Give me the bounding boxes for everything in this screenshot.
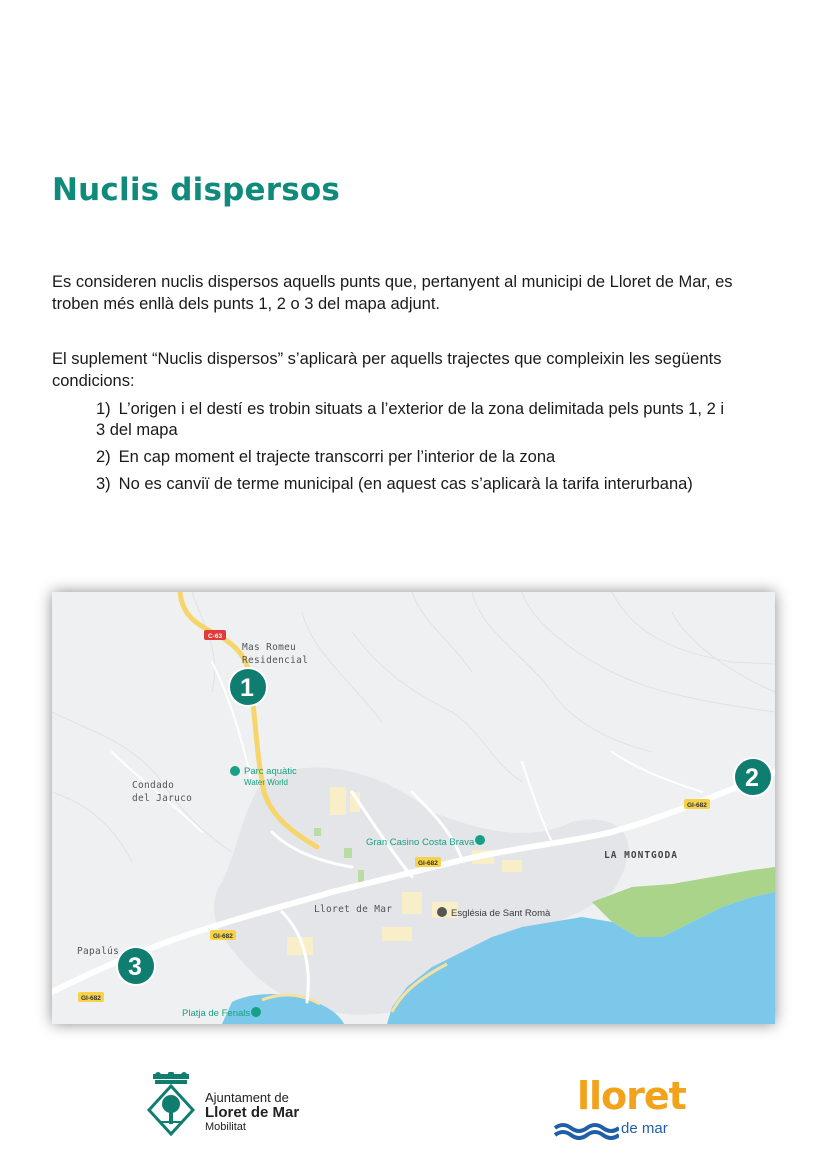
label-la-montgoda: LA MONTGODA — [604, 850, 678, 861]
ajuntament-line2: Lloret de Mar — [205, 1104, 300, 1121]
shield-gi682 — [684, 799, 710, 809]
waves-icon — [553, 1120, 619, 1140]
shield-label: GI-682 — [687, 802, 707, 809]
poi-label: Platja de Fenals — [182, 1008, 251, 1019]
label-papalus: Papalús — [77, 946, 120, 957]
poi-label-2: Water World — [244, 778, 289, 787]
condition-item — [96, 474, 736, 495]
condition-text: En cap moment el trajecte transcorri per l’interior de la zona — [118, 448, 556, 466]
ajuntament-line1: Ajuntament de — [205, 1090, 289, 1105]
shield-label: GI-682 — [81, 995, 101, 1002]
intro-paragraph: Es consideren nuclis dispersos aquells punts que, pertanyent al municipi de Lloret de Mar, es troben més enllà dels punts 1, 2 o 3 del mapa adjunt. — [52, 273, 733, 313]
label-mas-romeu-2: Residencial — [242, 655, 309, 666]
poi-label: Església de Sant Romà — [451, 908, 551, 919]
marker-2 — [734, 758, 772, 796]
shield-gi682 — [78, 992, 104, 1002]
label-mas-romeu: Mas Romeu — [242, 642, 297, 653]
page-title: Nuclis dispersos — [52, 172, 341, 208]
marker-number: 3 — [128, 953, 142, 981]
marker-3 — [117, 947, 155, 985]
condition-item — [96, 447, 736, 468]
marker-number: 2 — [745, 764, 759, 792]
shield-gi682 — [415, 857, 441, 867]
shield-label: GI-682 — [213, 933, 233, 940]
crest-icon — [145, 1072, 197, 1144]
label-lloret: Lloret de Mar — [314, 904, 393, 915]
marker-1 — [229, 668, 267, 706]
conditions-list — [96, 399, 736, 501]
ajuntament-text — [205, 1090, 299, 1135]
condition-text: No es canviï de terme municipal (en aquest cas s’aplicarà la tarifa interurbana) — [118, 475, 693, 493]
shield-label: C-63 — [208, 633, 223, 640]
shield-label: GI-682 — [418, 860, 438, 867]
brand-word: lloret — [577, 1074, 686, 1118]
ajuntament-logo — [145, 1072, 365, 1144]
condition-number: 1) — [96, 400, 111, 418]
poi-casino — [366, 835, 485, 848]
ajuntament-line3: Mobilitat — [205, 1121, 246, 1133]
brand-sub: de mar — [621, 1120, 668, 1137]
map — [52, 592, 775, 1024]
label-condado-2: del Jaruco — [132, 793, 193, 804]
condition-text: L’origen i el destí es trobin situats a l’exterior de la zona delimitada pels punts 1, 2 i 3 del mapa — [96, 400, 725, 439]
poi-platja — [182, 1007, 261, 1019]
condition-item — [96, 399, 736, 441]
pin-icon — [475, 835, 485, 845]
shield-gi682 — [210, 930, 236, 940]
condition-number: 2) — [96, 448, 111, 466]
poi-label: Gran Casino Costa Brava — [366, 837, 475, 848]
label-condado: Condado — [132, 780, 175, 791]
shield-c63 — [204, 630, 226, 640]
poi-esglesia — [437, 907, 551, 919]
pin-icon — [437, 907, 447, 917]
pin-icon — [251, 1007, 261, 1017]
marker-number: 1 — [240, 674, 254, 702]
map-canvas — [52, 592, 775, 1024]
pin-icon — [230, 766, 240, 776]
conditions-intro-paragraph: El suplement “Nuclis dispersos” s’aplicarà per aquells trajectes que compleixin les següents condicions: — [52, 350, 722, 390]
poi-label: Parc aquàtic — [244, 766, 297, 777]
lloret-brand-logo — [553, 1074, 686, 1144]
condition-number: 3) — [96, 475, 111, 493]
